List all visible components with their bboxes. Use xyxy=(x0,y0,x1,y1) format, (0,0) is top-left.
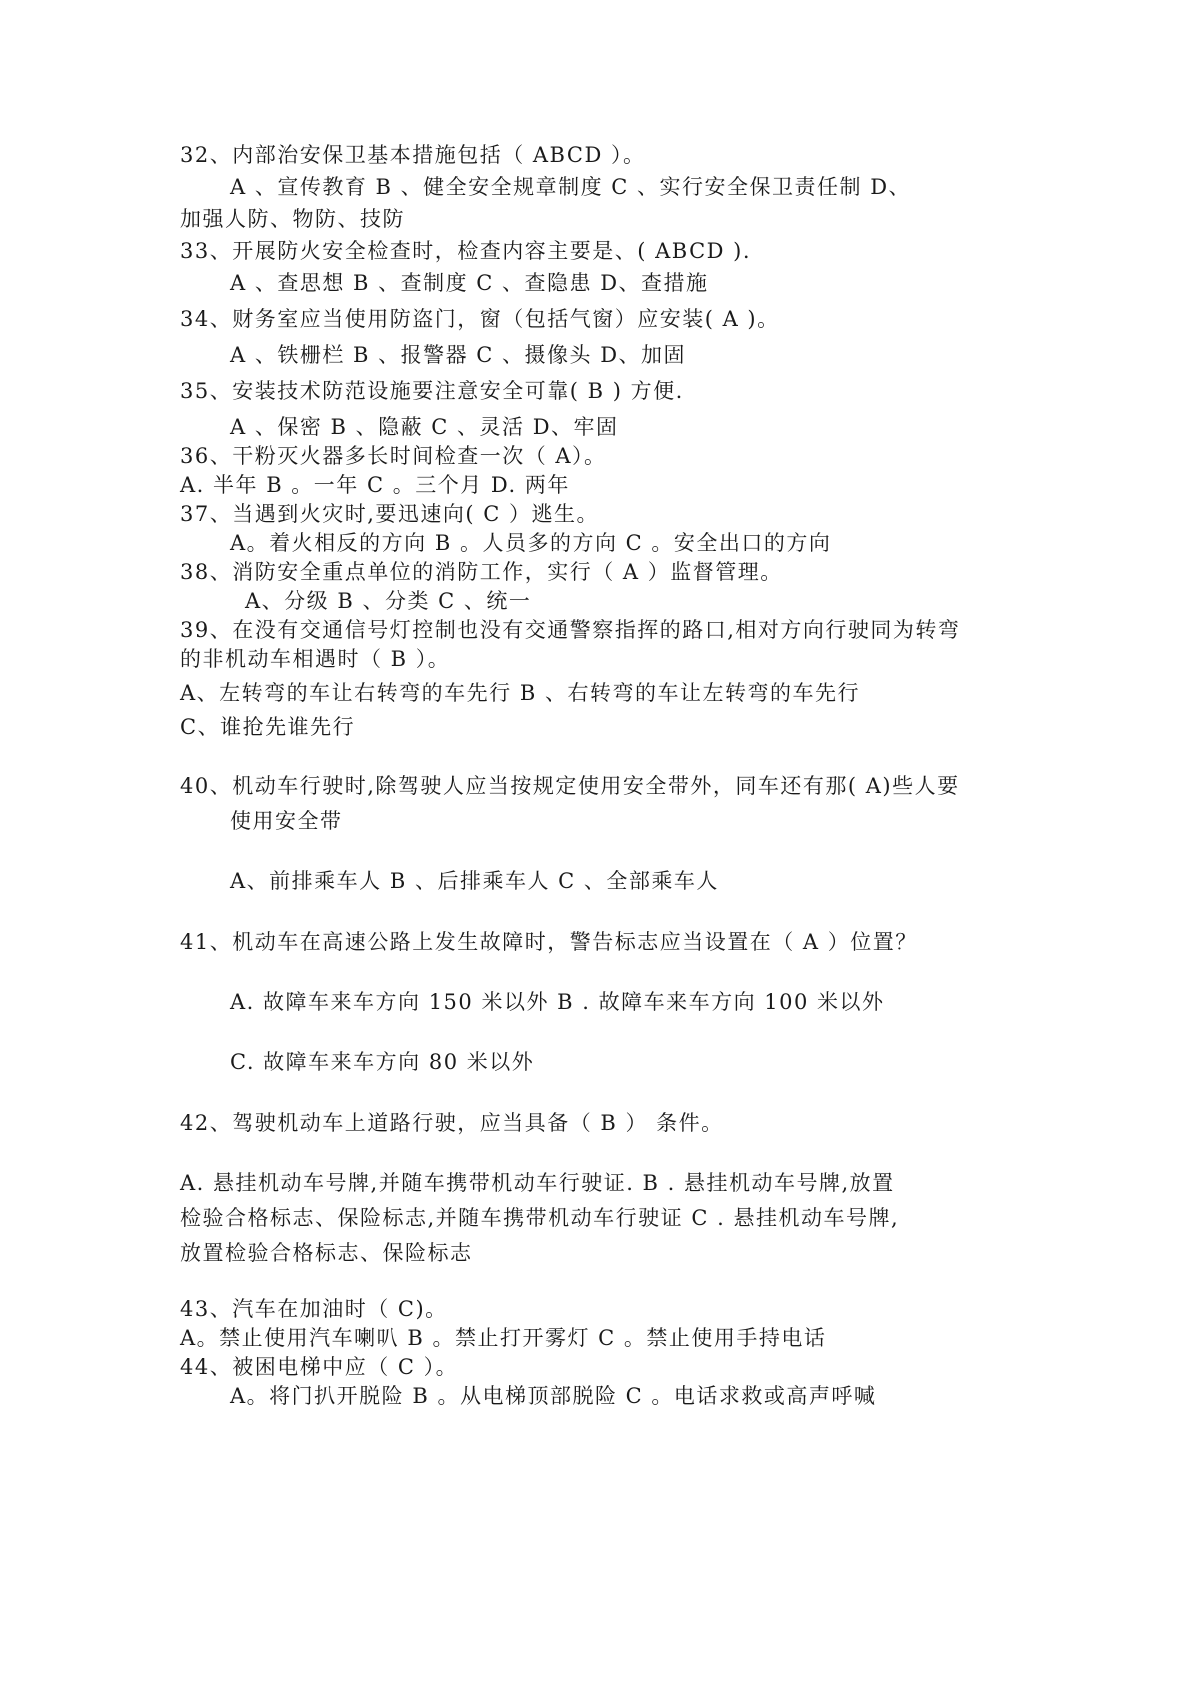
question-36-stem: 36、干粉灭火器多长时间检查一次（ A）。 xyxy=(180,444,607,468)
question-38-stem: 38、消防安全重点单位的消防工作，实行（ A ）监督管理。 xyxy=(180,560,783,584)
question-32-stem: 32、内部治安保卫基本措施包括（ ABCD ）。 xyxy=(180,143,646,167)
question-39-stem-cont: 的非机动车相遇时（ B ）。 xyxy=(180,647,451,671)
question-32-options: A 、宣传教育 B 、健全安全规章制度 C 、实行安全保卫责任制 D、 xyxy=(230,175,912,199)
question-42-options-cont: 检验合格标志、保险标志,并随车携带机动车行驶证 C . 悬挂机动车号牌, xyxy=(180,1206,900,1230)
question-42-stem: 42、驾驶机动车上道路行驶，应当具备（ B ） 条件。 xyxy=(180,1111,724,1135)
question-39-stem: 39、在没有交通信号灯控制也没有交通警察指挥的路口,相对方向行驶同为转弯 xyxy=(180,618,961,642)
question-34-stem: 34、财务室应当使用防盗门，窗（包括气窗）应安装( A )。 xyxy=(180,307,780,331)
question-39-options: A、左转弯的车让右转弯的车先行 B 、右转弯的车让左转弯的车先行 xyxy=(180,681,860,705)
question-42-options-cont2: 放置检验合格标志、保险标志 xyxy=(180,1241,473,1265)
question-40-stem: 40、机动车行驶时,除驾驶人应当按规定使用安全带外，同车还有那( A)些人要 xyxy=(180,774,960,798)
question-40-stem-cont: 使用安全带 xyxy=(230,809,343,833)
question-39-options-cont: C、谁抢先谁先行 xyxy=(180,715,356,739)
question-40-options: A、前排乘车人 B 、后排乘车人 C 、全部乘车人 xyxy=(230,869,719,893)
question-35-options: A 、保密 B 、隐蔽 C 、灵活 D、牢固 xyxy=(230,415,619,439)
question-41-options: A. 故障车来车方向 150 米以外 B . 故障车来车方向 100 米以外 xyxy=(230,990,885,1014)
question-33-options: A 、查思想 B 、查制度 C 、查隐患 D、查措施 xyxy=(230,271,709,295)
question-43-options: A。禁止使用汽车喇叭 B 。禁止打开雾灯 C 。禁止使用手持电话 xyxy=(180,1326,827,1350)
question-41-options-cont: C. 故障车来车方向 80 米以外 xyxy=(230,1050,535,1074)
question-32-options-cont: 加强人防、物防、技防 xyxy=(180,207,405,231)
question-37-stem: 37、当遇到火灾时,要迅速向( C ）逃生。 xyxy=(180,502,600,526)
question-42-options: A. 悬挂机动车号牌,并随车携带机动车行驶证. B . 悬挂机动车号牌,放置 xyxy=(180,1171,895,1195)
question-38-options: A、分级 B 、分类 C 、统一 xyxy=(245,589,532,613)
question-44-stem: 44、被困电梯中应（ C ）。 xyxy=(180,1355,459,1379)
question-44-options: A。将门扒开脱险 B 。从电梯顶部脱险 C 。电话求救或高声呼喊 xyxy=(230,1384,877,1408)
question-43-stem: 43、汽车在加油时（ C)。 xyxy=(180,1297,448,1321)
question-36-options: A. 半年 B 。一年 C 。三个月 D. 两年 xyxy=(180,473,570,497)
question-41-stem: 41、机动车在高速公路上发生故障时，警告标志应当设置在（ A ）位置？ xyxy=(180,930,918,954)
question-35-stem: 35、安装技术防范设施要注意安全可靠( B ) 方便. xyxy=(180,379,684,403)
question-34-options: A 、铁栅栏 B 、报警器 C 、摄像头 D、加固 xyxy=(230,343,687,367)
question-37-options: A。着火相反的方向 B 。人员多的方向 C 。安全出口的方向 xyxy=(230,531,832,555)
question-33-stem: 33、开展防火安全检查时，检查内容主要是、( ABCD ). xyxy=(180,239,752,263)
